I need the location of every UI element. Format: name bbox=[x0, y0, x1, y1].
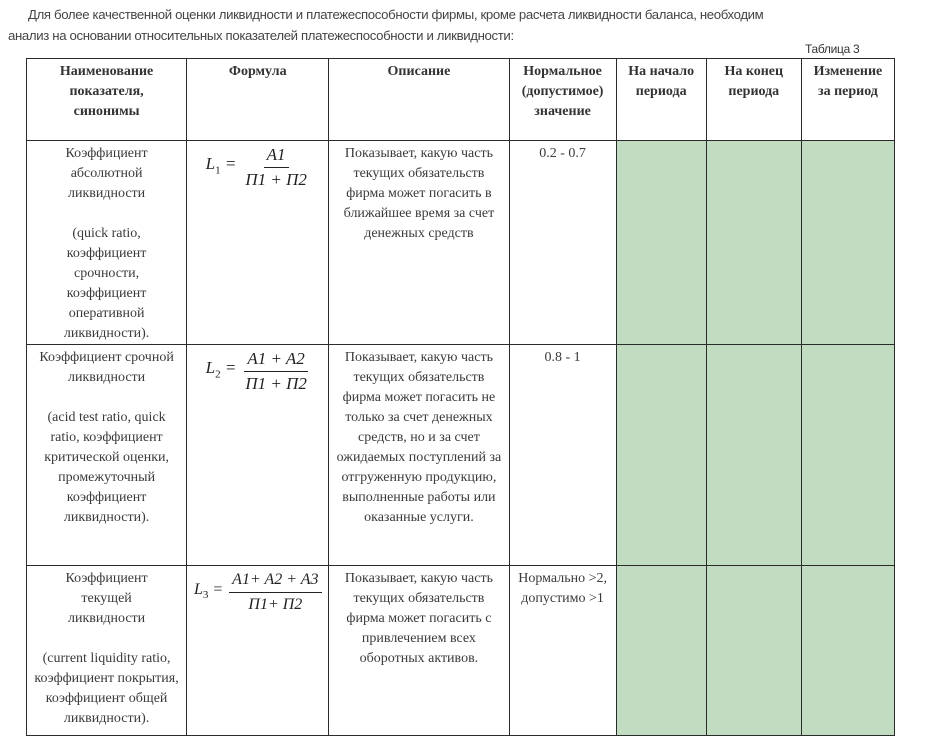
normal-value-cell: 0.2 - 0.7 bbox=[509, 141, 616, 345]
formula-denominator: П1 + П2 bbox=[245, 170, 307, 189]
header-description-line: Описание bbox=[387, 64, 451, 79]
header-start-line: На начало bbox=[628, 64, 695, 79]
period-end-input[interactable] bbox=[706, 566, 801, 736]
formula-subscript: 3 bbox=[202, 589, 209, 602]
header-change-line: за период bbox=[817, 84, 878, 99]
normal-value-cell: 0.8 - 1 bbox=[509, 345, 616, 566]
period-end-input[interactable] bbox=[706, 141, 801, 345]
header-end-line: периода bbox=[728, 84, 780, 99]
formula-l3 bbox=[194, 569, 322, 616]
header-period-change bbox=[801, 59, 894, 141]
header-name bbox=[27, 59, 187, 141]
header-change-line: Изменение bbox=[813, 64, 883, 79]
indicator-name: Коэффициент абсолютной ликвидности bbox=[65, 146, 148, 201]
formula-symbol: L bbox=[205, 358, 216, 378]
header-period-start bbox=[616, 59, 706, 141]
formula-numerator: A1+ A2 + A3 bbox=[229, 569, 321, 593]
description-cell: Показывает, какую часть текущих обязательств фирма может погасить в ближайшее время за счет денежных средств bbox=[329, 141, 509, 345]
header-normal-line: Нормальное bbox=[523, 64, 602, 79]
period-start-input[interactable] bbox=[616, 566, 706, 736]
indicator-name: Коэффициент срочной ликвидности bbox=[39, 350, 174, 385]
formula-l2 bbox=[206, 348, 310, 395]
formula-lhs: $L_1$ = bbox=[205, 154, 237, 177]
description-cell: Показывает, какую часть текущих обязательств фирма может погасить с привлечением всех оборотных активов. bbox=[329, 566, 509, 736]
formula-l1 bbox=[206, 144, 310, 191]
formula-symbol: L bbox=[205, 154, 216, 174]
formula-subscript: 1 bbox=[215, 164, 221, 177]
liquidity-ratios-table bbox=[26, 58, 895, 736]
formula-cell bbox=[187, 566, 329, 736]
period-change-input[interactable] bbox=[801, 566, 894, 736]
indicator-name-cell bbox=[27, 345, 187, 566]
header-name-line: показателя, bbox=[69, 84, 144, 99]
formula-numerator: A1 + A2 bbox=[244, 348, 307, 372]
indicator-name-cell bbox=[27, 566, 187, 736]
normal-value-cell: Нормально >2, допустимо >1 bbox=[509, 566, 616, 736]
intro-line-2: анализ на основании относительных показателей платежеспособности и ликвидности: bbox=[8, 28, 514, 43]
indicator-synonyms: (current liquidity ratio, коэффициент покрытия, коэффициент общей ликвидности). bbox=[34, 651, 179, 726]
header-description bbox=[329, 59, 509, 141]
formula-cell bbox=[187, 345, 329, 566]
description-cell: Показывает, какую часть текущих обязательств фирма может погасить не только за счет денежных средств, но и за счет ожидаемых поступлений за отгруженную продукцию, выполненные работы или оказанные услуги. bbox=[329, 345, 509, 566]
table-row bbox=[27, 141, 895, 345]
formula-fraction bbox=[242, 348, 310, 395]
header-start-line: периода bbox=[635, 84, 687, 99]
indicator-name-cell bbox=[27, 141, 187, 345]
header-name-line: Наименование bbox=[59, 64, 154, 79]
table-caption: Таблица 3 bbox=[805, 42, 860, 56]
indicator-name: Коэффициент текущей ликвидности bbox=[65, 571, 148, 626]
period-start-input[interactable] bbox=[616, 345, 706, 566]
header-normal-value bbox=[509, 59, 616, 141]
formula-symbol: L bbox=[193, 580, 203, 598]
header-period-end bbox=[706, 59, 801, 141]
header-name-line: синонимы bbox=[73, 104, 140, 119]
table-row bbox=[27, 566, 895, 736]
period-change-input[interactable] bbox=[801, 345, 894, 566]
formula-numerator: A1 bbox=[264, 144, 289, 168]
formula-lhs: $L_3$ = bbox=[193, 580, 224, 602]
formula-denominator: П1 + П2 bbox=[245, 374, 307, 393]
indicator-synonyms: (quick ratio, коэффициент срочности, коэффициент оперативной ликвидности). bbox=[63, 226, 150, 341]
indicator-synonyms: (acid test ratio, quick ratio, коэффициент критической оценки, промежуточный коэффициент ликвидности). bbox=[44, 410, 169, 525]
header-formula-line: Формула bbox=[228, 64, 287, 79]
header-formula bbox=[187, 59, 329, 141]
formula-fraction bbox=[242, 144, 310, 191]
period-end-input[interactable] bbox=[706, 345, 801, 566]
formula-subscript: 2 bbox=[215, 368, 221, 381]
header-normal-line: (допустимое) bbox=[521, 84, 604, 99]
header-normal-line: значение bbox=[534, 104, 591, 119]
formula-fraction bbox=[229, 569, 321, 616]
intro-line-1: Для более качественной оценки ликвидности и платежеспособности фирмы, кроме расчета ликвидности баланса, необходим bbox=[28, 7, 764, 22]
formula-lhs: $L_2$ = bbox=[205, 358, 237, 381]
intro-paragraph bbox=[8, 4, 928, 46]
period-change-input[interactable] bbox=[801, 141, 894, 345]
formula-cell bbox=[187, 141, 329, 345]
header-end-line: На конец bbox=[724, 64, 784, 79]
header-row bbox=[27, 59, 895, 141]
formula-denominator: П1+ П2 bbox=[248, 596, 303, 613]
period-start-input[interactable] bbox=[616, 141, 706, 345]
table-row bbox=[27, 345, 895, 566]
